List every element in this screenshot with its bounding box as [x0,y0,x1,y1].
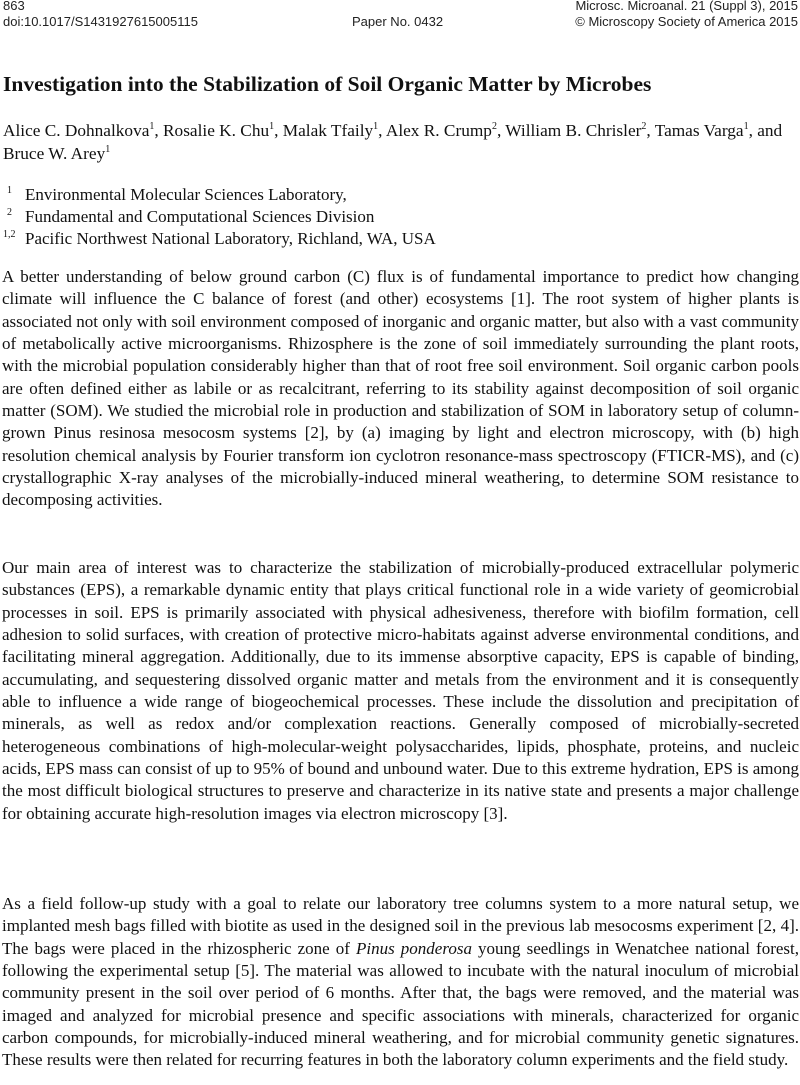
author-name: Alex R. Crump [385,121,492,140]
affiliation-line: 2 Fundamental and Computational Sciences Division [7,207,375,226]
author-affiliation-mark: 1 [373,121,379,132]
author-name: Bruce W. Arey [3,144,106,163]
author-name: Malak Tfaily [282,121,374,140]
species-name: Pinus ponderosa [356,938,472,958]
author-affiliation-mark: 1 [269,121,275,132]
affiliation-text: Fundamental and Computational Sciences Division [25,207,375,226]
affiliation-line: 1 Environmental Molecular Sciences Laboratory, [7,185,347,204]
body-paragraph-2: Our main area of interest was to characterize the stabilization of microbially-produced extracellular polymeric substances (EPS), a remarkable dynamic entity that plays critical functional role in a wide variety of geomicrobial processes in soil. EPS is primarily associated with physical adhesiveness, therefore with biofilm formation, cell adhesion to solid surfaces, with creation of protective micro-habitats against adverse environmental conditions, and facilitating mineral aggregation. Additionally, due to its immense absorptive capacity, EPS is capable of binding, accumulating, and sequestering dissolved organic matter and metals from the environment and it is consequently able to influence a wide range of biogeochemical processes. These include the dissolution and precipitation of minerals, as well as redox and/or complexation reactions. Generally composed of microbially-secreted heterogeneous combinations of high-molecular-weight polysaccharides, lipids, phosphate, proteins, and nucleic acids, EPS mass can consist of up to 95% of bound and unbound water. Due to this extreme hydration, EPS is among the most difficult biological structures to preserve and characterize in its native state and presents a major challenge for obtaining accurate high-resolution images via electron microscopy [3]. [2,558,800,823]
affiliation-text: Environmental Molecular Sciences Laboratory, [25,185,347,204]
body-paragraph-3: As a field follow-up study with a goal to relate our laboratory tree columns system to a more natural setup, we implanted mesh bags filled with biotite as used in the designed soil in the previous lab mesocosms experiment [2, 4]. The bags were placed in the rhizospheric zone of Pinus ponderosa young seedlings in Wenatchee national forest, following the experimental setup [5]. The material was allowed to incubate with the natural inoculum of microbial community present in the soil over period of 6 months. After that, the bags were removed, and the material was imaged and analyzed for microbial presence and specific associations with minerals, characterized for organic carbon compounds, for microbially-induced mineral weathering, and for microbial community genetic signatures. These results were then related for recurring features in both the laboratory column experiments and the field study. [2,894,799,1070]
author-name: William B. Chrisler [505,121,642,140]
author-name: Rosalie K. Chu [163,121,270,140]
copyright: © Microscopy Society of America 2015 [575,14,798,29]
paper-title: Investigation into the Stabilization of Soil Organic Matter by Microbes [3,72,652,96]
journal-citation: Microsc. Microanal. 21 (Suppl 3), 2015 [575,0,798,13]
author-affiliation-mark: 1 [149,121,155,132]
doi: doi:10.1017/S1431927615005115 [3,14,198,29]
page-number: 863 [3,0,25,13]
author-list: Alice C. Dohnalkova$^1$, Rosalie K. Chu$^1$, Malak Tfaily$^1$, Alex R. Crump$^2$, William B. Chrisler$^2$, Tamas Varga$^1$, and Bruce W. Arey$^1$ [3,121,783,163]
body-paragraph-1: A better understanding of below ground carbon (C) flux is of fundamental importance to predict how changing climate will influence the C balance of forest (and other) ecosystems [1]. The root system of higher plants is associated not only with soil environment composed of inorganic and organic matter, but also with a vast community of metabolically active microorganisms. Rhizosphere is the zone of soil immediately surrounding the plant roots, with the microbial population considerably higher than that of root free soil environment. Soil organic carbon pools are often defined either as labile or as recalcitrant, referring to its stability against decomposition of soil organic matter (SOM). We studied the microbial role in production and stabilization of SOM in laboratory setup of column-grown Pinus resinosa mesocosm systems [2], by (a) imaging by light and electron microscopy, with (b) high resolution chemical analysis by Fourier transform ion cyclotron resonance-mass spectroscopy (FTICR-MS), and (c) crystallographic X-ray analyses of the microbially-induced mineral weathering, to determine SOM resistance to decomposing activities. [2,267,799,510]
author-affiliation-mark: 2 [641,121,647,132]
author-affiliation-mark: 1 [743,121,749,132]
paper-number: Paper No. 0432 [352,14,444,29]
affiliation-text: Pacific Northwest National Laboratory, Richland, WA, USA [25,229,436,248]
author-affiliation-mark: 2 [491,121,497,132]
affiliation-line: 1,2 Pacific Northwest National Laboratory, Richland, WA, USA [3,229,436,248]
author-affiliation-mark: 1 [105,144,111,155]
author-name: Varga [703,121,744,140]
author-name: Alice C. Dohnalkova [3,121,150,140]
